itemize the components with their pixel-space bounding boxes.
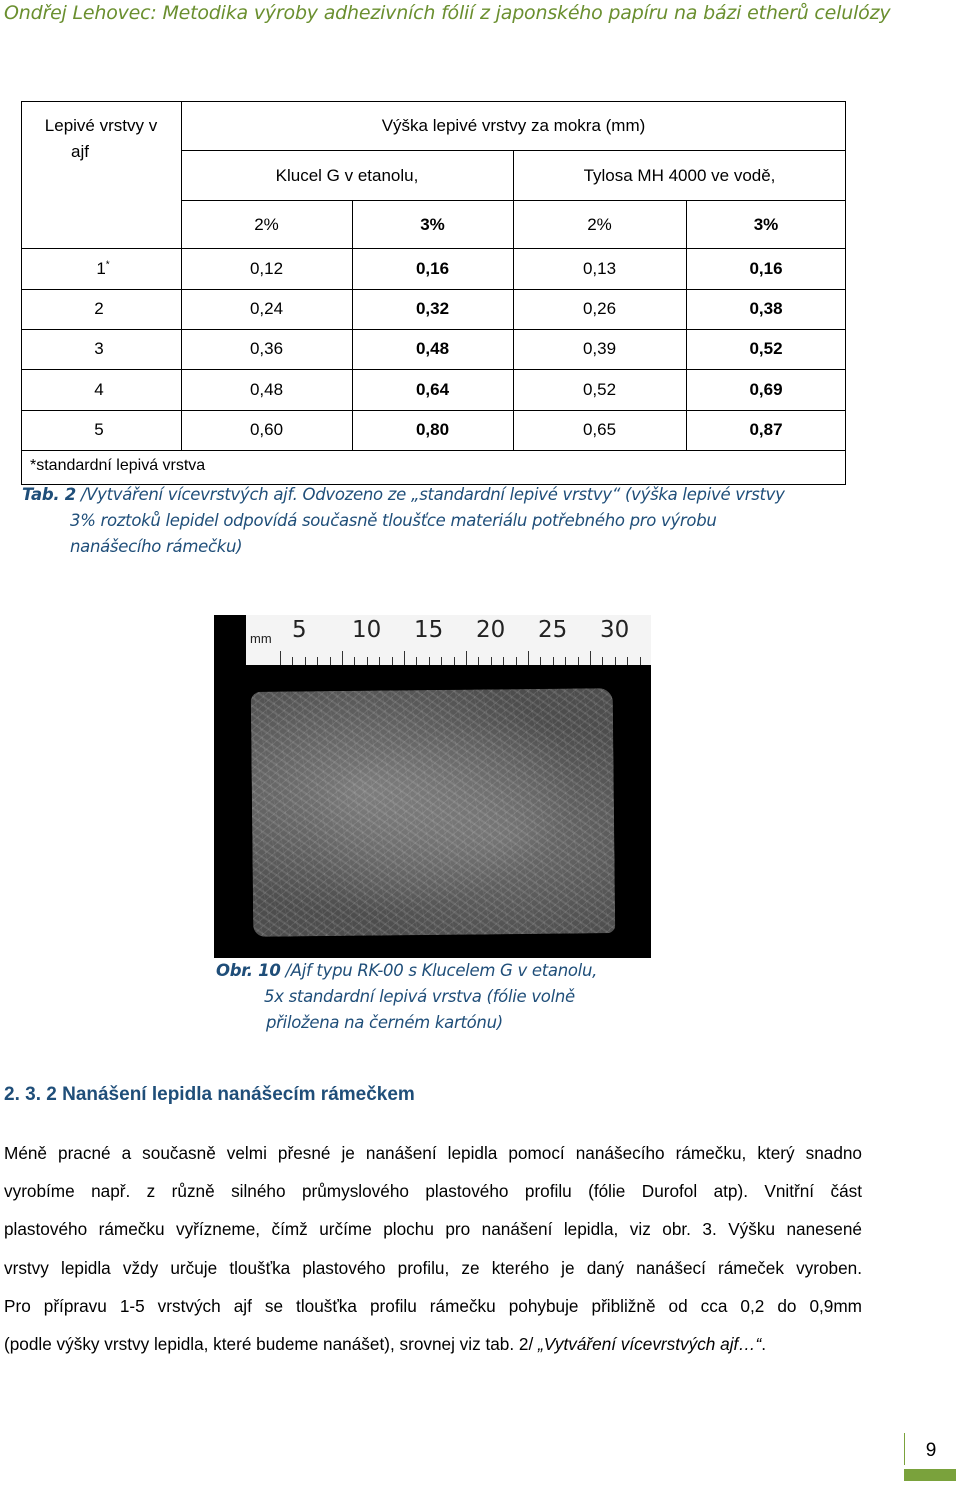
ruler-tick — [454, 657, 455, 665]
table-cell: 0,39 — [582, 339, 617, 358]
ruler-number: 10 — [352, 617, 382, 643]
row-header-line1: Lepivé vrstvy v — [44, 116, 158, 135]
table-cell: 0,69 — [749, 380, 783, 399]
paragraph-line: plastového rámečku vyřízneme, čímž určíme plochu pro nanášení lepidla, viz obr. 3. Výšku nanesené — [4, 1219, 862, 1240]
ruler-tick — [491, 657, 492, 665]
group-a-header: Klucel G v etanolu, — [275, 166, 419, 185]
table-cell: 0,36 — [249, 339, 284, 358]
layer-height-table — [21, 101, 846, 485]
table-cell: 0,64 — [415, 380, 450, 399]
layer-label: 4 — [94, 380, 104, 399]
ruler — [246, 615, 651, 665]
row-header-line2: ajf — [71, 142, 89, 161]
table-cell: 0,52 — [582, 380, 617, 399]
ruler-tick — [478, 657, 479, 665]
ruler-number: 25 — [538, 617, 568, 643]
table-cell: 0,48 — [415, 339, 450, 358]
table-rule — [21, 410, 846, 411]
ruler-tick — [367, 657, 368, 665]
conc-header: 2% — [254, 215, 279, 234]
ruler-tick — [627, 657, 628, 665]
table-cell: 0,38 — [749, 299, 783, 318]
table-cell: 0,48 — [249, 380, 284, 399]
ruler-tick — [379, 657, 380, 665]
ruler-tick — [392, 657, 393, 665]
layer-label: 3 — [94, 339, 104, 358]
ruler-number: 15 — [414, 617, 444, 643]
table-caption-line3: nanášecího rámečku) — [70, 537, 243, 556]
table-caption-line1: Tab. 2 /Vytváření vícevrstvých ajf. Odvozeno ze „standardní lepivé vrstvy“ (výška lepivé vrstvy — [22, 485, 785, 504]
conc-header: 3% — [420, 215, 445, 234]
conc-header: 2% — [587, 215, 612, 234]
table-cell: 0,24 — [249, 299, 284, 318]
table-border — [21, 101, 846, 102]
figure-caption-line1: Obr. 10 /Ajf typu RK-00 s Klucelem G v etanolu, — [216, 961, 598, 980]
body-paragraph — [4, 1134, 862, 1363]
figure-caption-line3: přiložena na černém kartónu) — [266, 1013, 503, 1032]
sample-photo — [214, 615, 651, 958]
ruler-tick — [540, 657, 541, 665]
running-head: Ondřej Lehovec: Metodika výroby adhezivních fólií z japonského papíru na bázi etherů celulózy — [4, 2, 891, 24]
paragraph-line: vyrobíme např. z různě silného průmyslového plastového profilu (fólie Durofol atp). Vnitřní část — [4, 1181, 862, 1202]
table-cell: 0,32 — [415, 299, 450, 318]
layer-label: 2 — [94, 299, 104, 318]
ruler-tick — [590, 651, 591, 665]
ruler-number: 30 — [600, 617, 630, 643]
ruler-tick — [416, 657, 417, 665]
table-cell: 0,65 — [582, 420, 617, 439]
paragraph-line: Pro přípravu 1-5 vrstvých ajf se tloušťka profilu rámečku pohybuje přibližně od cca 0,2 do 0,9mm — [4, 1295, 862, 1316]
table-rule — [21, 369, 846, 370]
ruler-tick — [615, 657, 616, 665]
ruler-tick — [342, 651, 343, 665]
section-heading: 2. 3. 2 Nanášení lepidla nanášecím rámečkem — [4, 1084, 415, 1105]
layer-label: 1* — [96, 259, 110, 278]
table-cell: 0,87 — [749, 420, 783, 439]
figure-caption-line2: 5x standardní lepivá vrstva (fólie volně — [264, 987, 575, 1006]
table-rule — [686, 200, 687, 450]
paragraph-line: (podle výšky vrstvy lepidla, které budeme nanášet), srovnej viz tab. 2/ „Vytváření vícevrstvých ajf…“. — [4, 1334, 766, 1355]
table-cell: 0,60 — [249, 420, 284, 439]
table-caption-line2: 3% roztoků lepidel odpovídá současně tloušťce materiálu potřebného pro výrobu — [70, 511, 717, 530]
ruler-tick — [330, 657, 331, 665]
ruler-tick — [503, 657, 504, 665]
table-rule — [21, 289, 846, 290]
table-footnote: *standardní lepivá vrstva — [30, 457, 206, 474]
ruler-tick — [528, 651, 529, 665]
ruler-tick — [578, 657, 579, 665]
layer-label: 5 — [94, 420, 104, 439]
ruler-tick — [429, 657, 430, 665]
table-rule — [21, 450, 846, 451]
group-header: Výška lepivé vrstvy za mokra (mm) — [381, 116, 646, 135]
table-cell: 0,26 — [582, 299, 617, 318]
table-rule — [21, 329, 846, 330]
ruler-tick — [602, 657, 603, 665]
group-b-header: Tylosa MH 4000 ve vodě, — [583, 166, 776, 185]
paragraph-line: vrstvy lepidla vždy určuje tloušťka plastového profilu, ze kterého je daný nanášecí rámeček vyroben. — [4, 1257, 862, 1278]
ruler-tick — [466, 651, 467, 665]
table-cell: 0,16 — [415, 259, 450, 278]
table-cell: 0,12 — [249, 259, 284, 278]
ruler-number: 5 — [292, 617, 307, 643]
ruler-tick — [317, 657, 318, 665]
table-cell: 0,13 — [582, 259, 617, 278]
ruler-tick — [441, 657, 442, 665]
ruler-tick — [553, 657, 554, 665]
table-cell: 0,52 — [749, 339, 783, 358]
fibrous-film-sample — [251, 688, 616, 937]
ruler-tick — [305, 657, 306, 665]
ruler-tick — [292, 657, 293, 665]
ruler-tick — [565, 657, 566, 665]
ruler-tick — [354, 657, 355, 665]
page-number-bar — [904, 1469, 956, 1481]
table-cell: 0,80 — [415, 420, 450, 439]
ruler-tick — [280, 651, 281, 665]
conc-header: 3% — [753, 215, 779, 234]
table-rule — [21, 248, 846, 249]
ruler-unit: mm — [250, 631, 272, 646]
ruler-tick — [404, 651, 405, 665]
ruler-tick — [640, 657, 641, 665]
paragraph-line: Méně pracné a současně velmi přesné je nanášení lepidla pomocí nanášecího rámečku, který snadno — [4, 1143, 862, 1163]
ruler-number: 20 — [476, 617, 506, 643]
table-cell: 0,16 — [749, 259, 783, 278]
ruler-tick — [516, 657, 517, 665]
table-rule — [352, 200, 353, 450]
page-number: 9 — [904, 1433, 957, 1465]
